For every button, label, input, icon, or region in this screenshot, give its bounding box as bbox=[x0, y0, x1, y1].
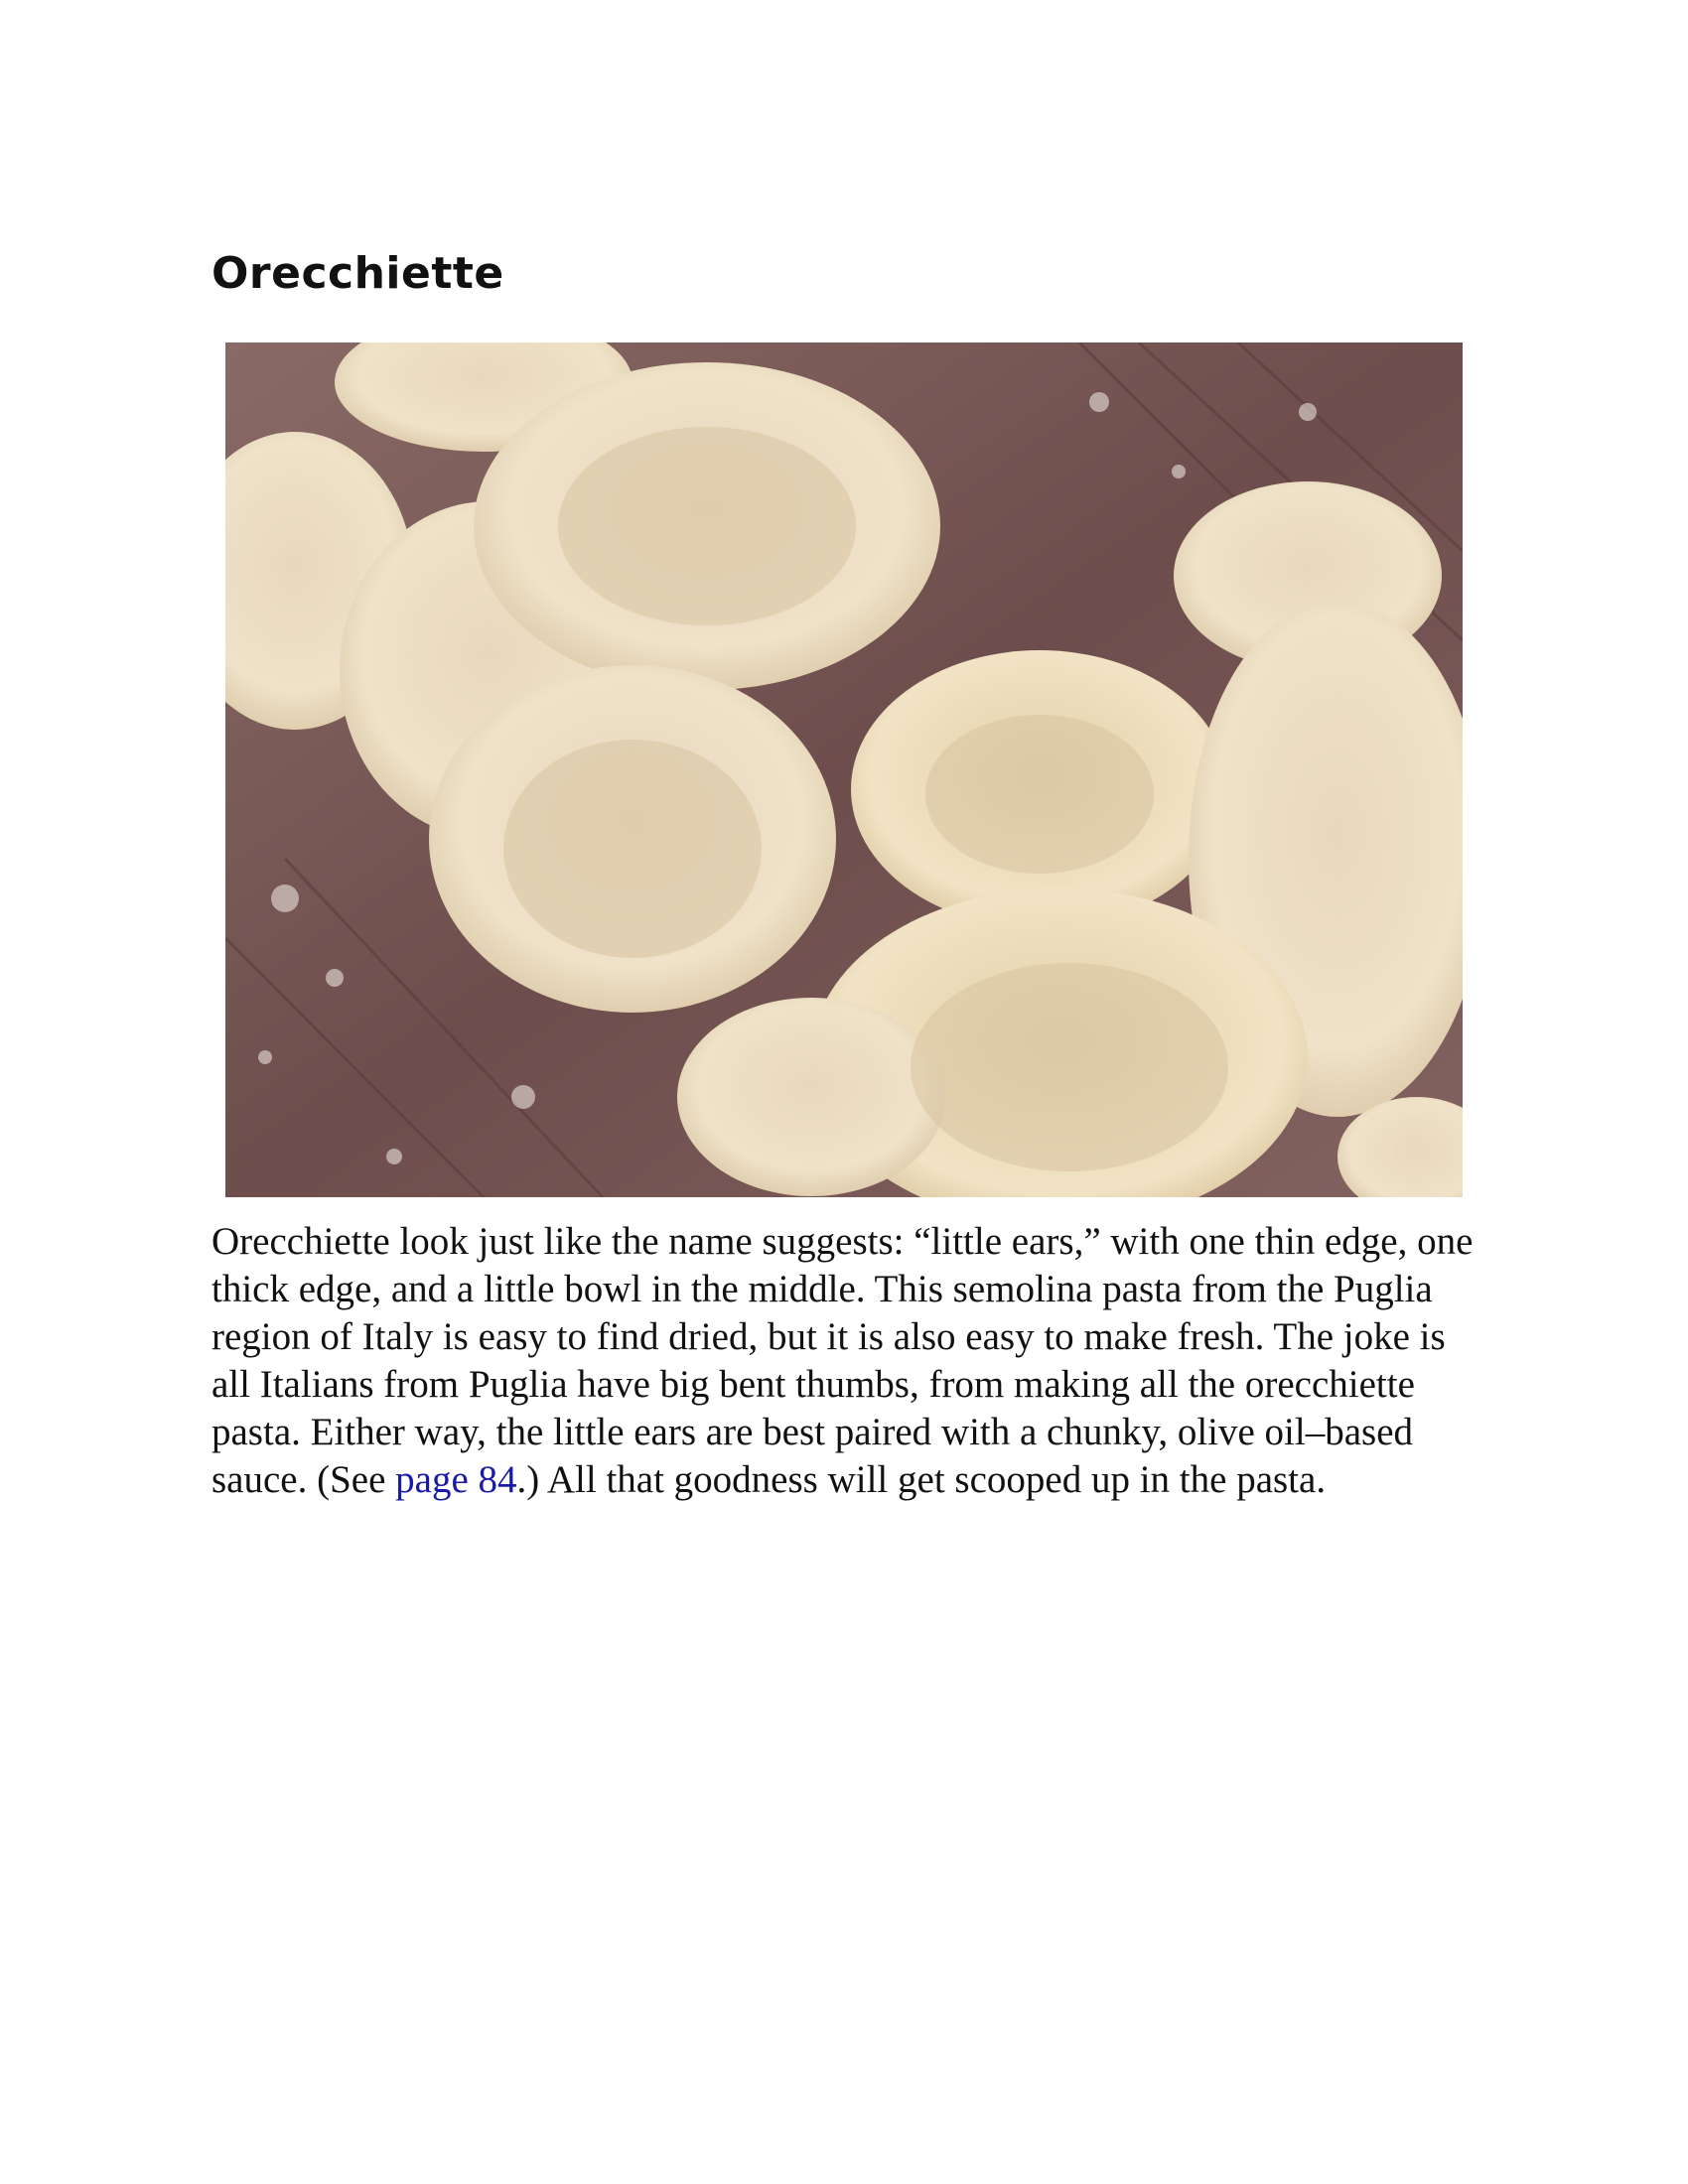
page-title: Orecchiette bbox=[211, 248, 504, 299]
orecchiette-photo bbox=[225, 342, 1463, 1197]
body-text-end: .) All that goodness will get scooped up in the pasta. bbox=[516, 1458, 1327, 1501]
page-link[interactable]: page 84 bbox=[395, 1458, 517, 1501]
body-text-start: Orecchiette look just like the name suggests: “little ears,” with one thin edge, one thick edge, and a little bowl in the middle. This semolina pasta from the Puglia region of Italy is easy to find dried, but it is also easy to make fresh. The joke is all Italians from Puglia have big bent thumbs, from making all the orecchiette pasta. Either way, the little ears are best paired with a chunky, olive oil–based sauce. (See bbox=[211, 1220, 1474, 1501]
body-paragraph bbox=[211, 1218, 1492, 1504]
